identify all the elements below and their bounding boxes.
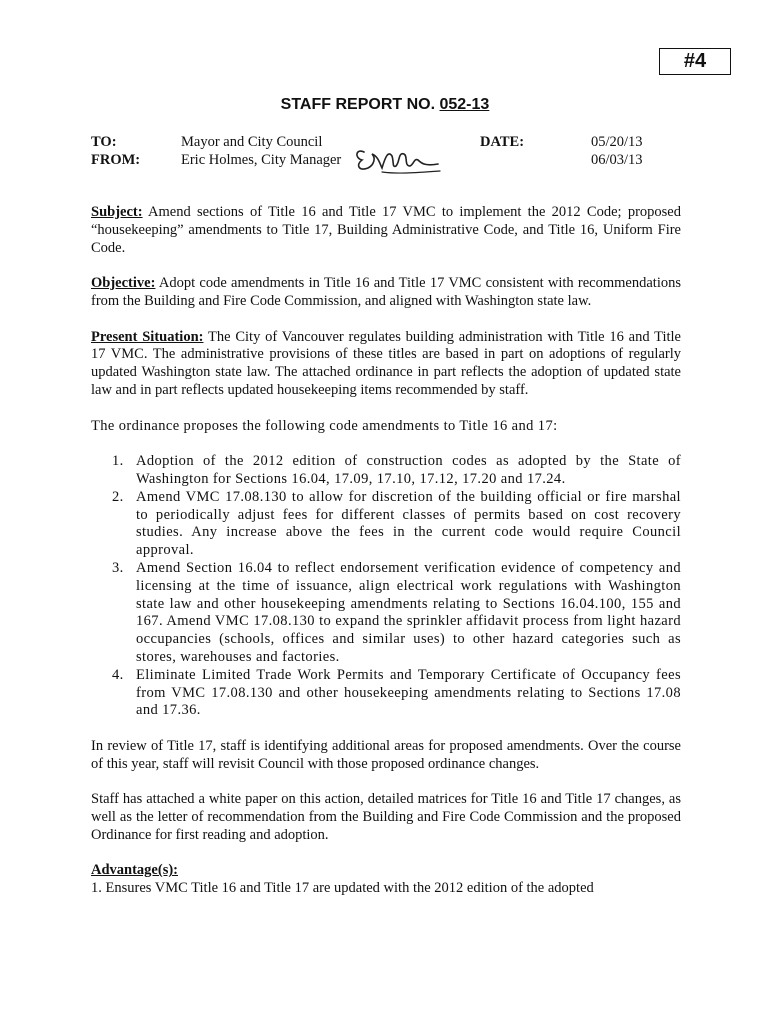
list-item (91, 489, 681, 560)
present-situation-paragraph (91, 329, 681, 400)
subject-paragraph (91, 204, 681, 257)
agenda-item-badge: #4 (659, 48, 731, 75)
list-item-text: Amend Section 16.04 to reflect endorsement verification evidence of competency and licensing at the time of issuance, align electrical work regulations with Washington state law and other housekeeping amendments relating to Sections 16.04.100, 155 and 167. Amend VMC 17.08.130 to expand the sprinkler affidavit process from light hazard occupancies (schools, offices and similar uses) to other hazard categories such as stores, warehouses and factories. (136, 559, 681, 665)
present-situation-label: Present Situation: (91, 328, 204, 345)
to-label: TO: (91, 134, 117, 150)
list-item-number: 4. (112, 666, 124, 683)
present-situation-text: The City of Vancouver regulates building administration with Title 16 and Title 17 VMC. The administrative provisions of these titles are based in part on adoptions of regularly updated Washington state law. The attached ordinance in part reflects the adoption of updated state law and in part reflects updated housekeeping items recommended by staff. (91, 328, 681, 398)
advantage-item: 1. Ensures VMC Title 16 and Title 17 are updated with the 2012 edition of the adopted (91, 880, 594, 897)
objective-text: Adopt code amendments in Title 16 and Title 17 VMC consistent with recommendations from the Building and Fire Code Commission, and aligned with Washington state law. (91, 275, 681, 309)
date-first: 05/20/13 (591, 134, 643, 150)
list-item-number: 3. (112, 559, 124, 576)
signature-mark (352, 138, 442, 178)
report-title (0, 96, 770, 114)
date-second: 06/03/13 (591, 152, 643, 168)
from-value: Eric Holmes, City Manager (181, 152, 342, 168)
from-label: FROM: (91, 152, 141, 168)
review-paragraph: In review of Title 17, staff is identifying additional areas for proposed amendments. Over the course of this year, staff will revisit Council with those proposed ordinance changes. (91, 737, 681, 772)
report-number: 052-13 (439, 96, 490, 113)
list-item (91, 667, 681, 720)
advantages-section (91, 862, 681, 898)
advantages-label: Advantage(s): (91, 862, 178, 879)
report-title-prefix: STAFF REPORT NO. (280, 96, 440, 113)
objective-label: Objective: (91, 275, 156, 292)
list-item-text: Eliminate Limited Trade Work Permits and Temporary Certificate of Occupancy fees from VMC 17.08.130 and other housekeeping amendments relating to Sections 17.08 and 17.36. (136, 666, 681, 719)
amendments-list (91, 453, 681, 720)
ordinance-intro: The ordinance proposes the following code amendments to Title 16 and 17: (91, 417, 558, 434)
list-item (91, 560, 681, 667)
list-item-text: Adoption of the 2012 edition of construction codes as adopted by the State of Washington for Sections 16.04, 17.09, 17.10, 17.12, 17.20 and 17.24. (136, 453, 681, 487)
attachments-paragraph: Staff has attached a white paper on this action, detailed matrices for Title 16 and Title 17 changes, as well as the letter of recommendation from the Building and Fire Code Commission and the proposed Ordinance for first reading and adoption. (91, 791, 681, 843)
date-label: DATE: (480, 134, 525, 150)
list-item (91, 453, 681, 489)
list-item-number: 1. (112, 453, 124, 470)
list-item-text: Amend VMC 17.08.130 to allow for discretion of the building official or fire marshal to periodically adjust fees for different classes of permits based on cost recovery studies. Any increase above the fees in the current code would require Council approval. (136, 488, 681, 559)
to-value: Mayor and City Council (181, 134, 323, 150)
subject-text: Amend sections of Title 16 and Title 17 VMC to implement the 2012 Code; proposed “housekeeping” amendments to Title 17, Building Administrative Code, and Title 16, Uniform Fire Code. (91, 204, 681, 256)
subject-label: Subject: (91, 204, 143, 220)
report-body (91, 204, 681, 898)
list-item-number: 2. (112, 488, 124, 505)
objective-paragraph (91, 275, 681, 311)
